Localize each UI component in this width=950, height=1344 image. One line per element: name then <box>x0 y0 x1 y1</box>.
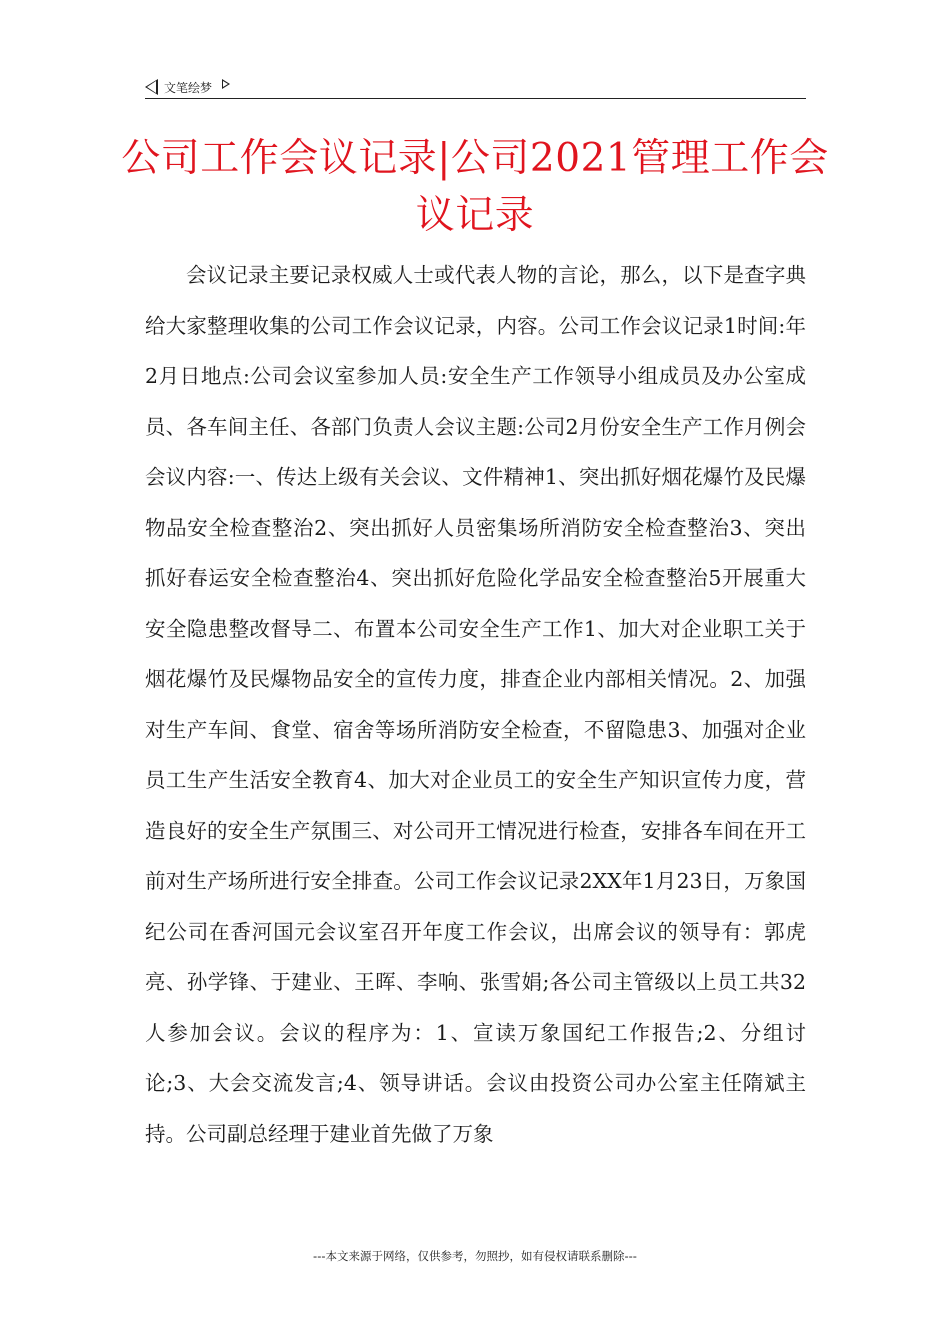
document-body: 会议记录主要记录权威人士或代表人物的言论，那么，以下是查字典给大家整理收集的公司工作会议记录，内容。公司工作会议记录1时间:年2月日地点:公司会议室参加人员:安全生产工作领导小组成员及办公室成员、各车间主任、各部门负责人会议主题:公司2月份安全生产工作月例会会议内容:一、传达上级有关会议、文件精神1、突出抓好烟花爆竹及民爆物品安全检查整治2、突出抓好人员密集场所消防安全检查整治3、突出抓好春运安全检查整治4、突出抓好危险化学品安全检查整治5开展重大安全隐患整改督导二、布置本公司安全生产工作1、加大对企业职工关于烟花爆竹及民爆物品安全的宣传力度，排查企业内部相关情况。2、加强对生产车间、食堂、宿舍等场所消防安全检查，不留隐患3、加强对企业员工生产生活安全教育4、加大对企业员工的安全生产知识宣传力度，营造良好的安全生产氛围三、对公司开工情况进行检查，安排各车间在开工前对生产场所进行安全排查。公司工作会议记录2XX年1月23日，万象国纪公司在香河国元会议室召开年度工作会议，出席会议的领导有：郭虎亮、孙学锋、于建业、王晖、李响、张雪娟;各公司主管级以上员工共32人参加会议。会议的程序为：1、宣读万象国纪工作报告;2、分组讨论;3、大会交流发言;4、领导讲话。会议由投资公司办公室主任隋斌主持。公司副总经理于建业首先做了万象 <box>145 263 806 1146</box>
document-title: 公司工作会议记录|公司2021管理工作会议记录 <box>121 136 829 238</box>
header-label: 文笔绘梦 <box>164 80 213 95</box>
header-divider <box>145 98 806 99</box>
page-header <box>145 76 806 98</box>
triangle-left-icon <box>145 79 158 95</box>
page-footer: ---本文来源于网络，仅供参考，勿照抄，如有侵权请联系删除--- <box>313 1249 637 1263</box>
triangle-right-icon <box>222 79 230 89</box>
